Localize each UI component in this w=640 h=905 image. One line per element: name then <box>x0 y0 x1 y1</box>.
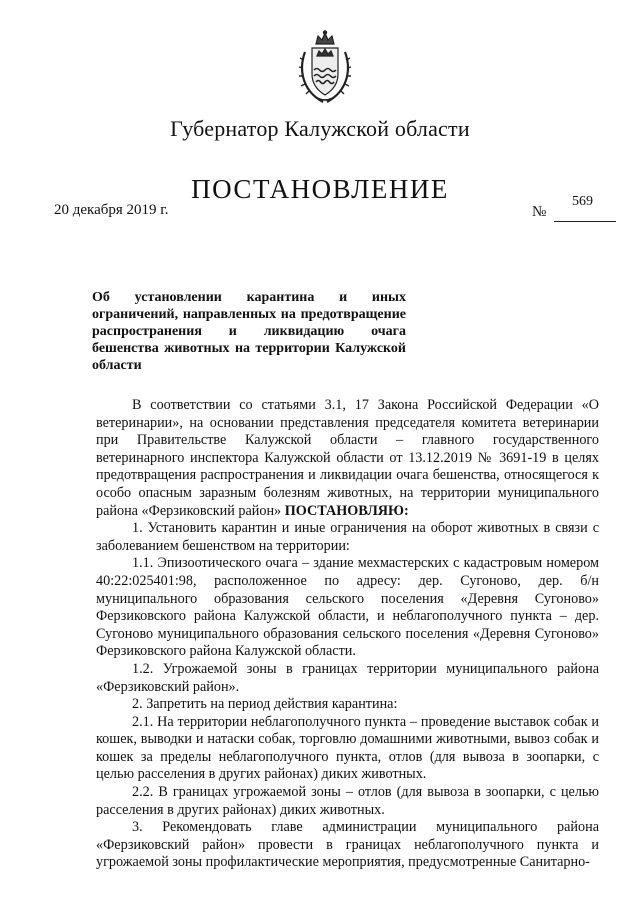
body-paragraph-3: 3. Рекомендовать главе администрации муниципального района «Ферзиковский район» провести в границах неблагополучного пункта и угрожаемой зоны профилактические мероприятия, предусмотренные Санитарно- <box>96 819 599 871</box>
decree-keyword: ПОСТАНОВЛЯЮ: <box>284 502 409 519</box>
document-body <box>96 397 599 872</box>
issuing-authority: Губернатор Калужской области <box>170 116 470 141</box>
body-paragraph-2-1: 2.1. На территории неблагополучного пункта – проведение выставок собак и кошек, выводки и натаски собак, торговлю домашними животными, вывоз собак и кошек за пределы неблагополучного пункта, отлов (для вывоза в зоопарки, с целью расселения в других районах) диких животных. <box>96 713 599 783</box>
document-number <box>532 194 622 220</box>
document-date: 20 декабря 2019 г. <box>54 202 169 218</box>
document-type-title: ПОСТАНОВЛЕНИЕ <box>191 174 449 204</box>
body-paragraph-preamble: В соответствии со статьями 3.1, 17 Закона Российской Федерации «О ветеринарии», на основании представления председателя комитета ветеринарии при Правительстве Калужской области – главного государственного ветеринарного инспектора Калужской области от 13.12.2019 № 3691-19 в целях предотвращения распространения и ликвидации очага бешенства, относящегося к особо опасным заразным болезням животных, на территории муниципального района «Ферзиковский район» ПОСТАНОВЛЯЮ: <box>96 397 599 519</box>
body-paragraph-2-2: 2.2. В границах угрожаемой зоны – отлов (для вывоза в зоопарки, с целью расселения в других районах) диких животных. <box>96 784 599 818</box>
number-underline <box>554 221 616 222</box>
number-value: 569 <box>572 194 593 209</box>
number-sign: № <box>532 204 547 220</box>
body-paragraph-1: 1. Установить карантин и иные ограничения на оборот животных в связи с заболеванием бешенством на территории: <box>96 520 599 554</box>
body-paragraph-1-1: 1.1. Эпизоотического очага – здание мехмастерских с кадастровым номером 40:22:025401:98, расположенное по адресу: дер. Сугоново, дер. б/н муниципального образования сельского поселения «Деревня Сугоново» Ферзиковского района Калужской области, и неблагополучного пункта – дер. Сугоново муниципального образования сельского поселения «Деревня Сугоново» Ферзиковского района Калужской области. <box>96 555 599 660</box>
body-paragraph-2: 2. Запретить на период действия карантина: <box>132 696 398 713</box>
document-subject: Об установлении карантина и иных ограничений, направленных на предотвращение распространения и ликвидацию очага бешенства животных на территории Калужской области <box>92 290 406 373</box>
kaluga-coat-of-arms-icon <box>296 30 354 106</box>
body-paragraph-1-2: 1.2. Угрожаемой зоны в границах территории муниципального района «Ферзиковский район». <box>96 660 599 695</box>
